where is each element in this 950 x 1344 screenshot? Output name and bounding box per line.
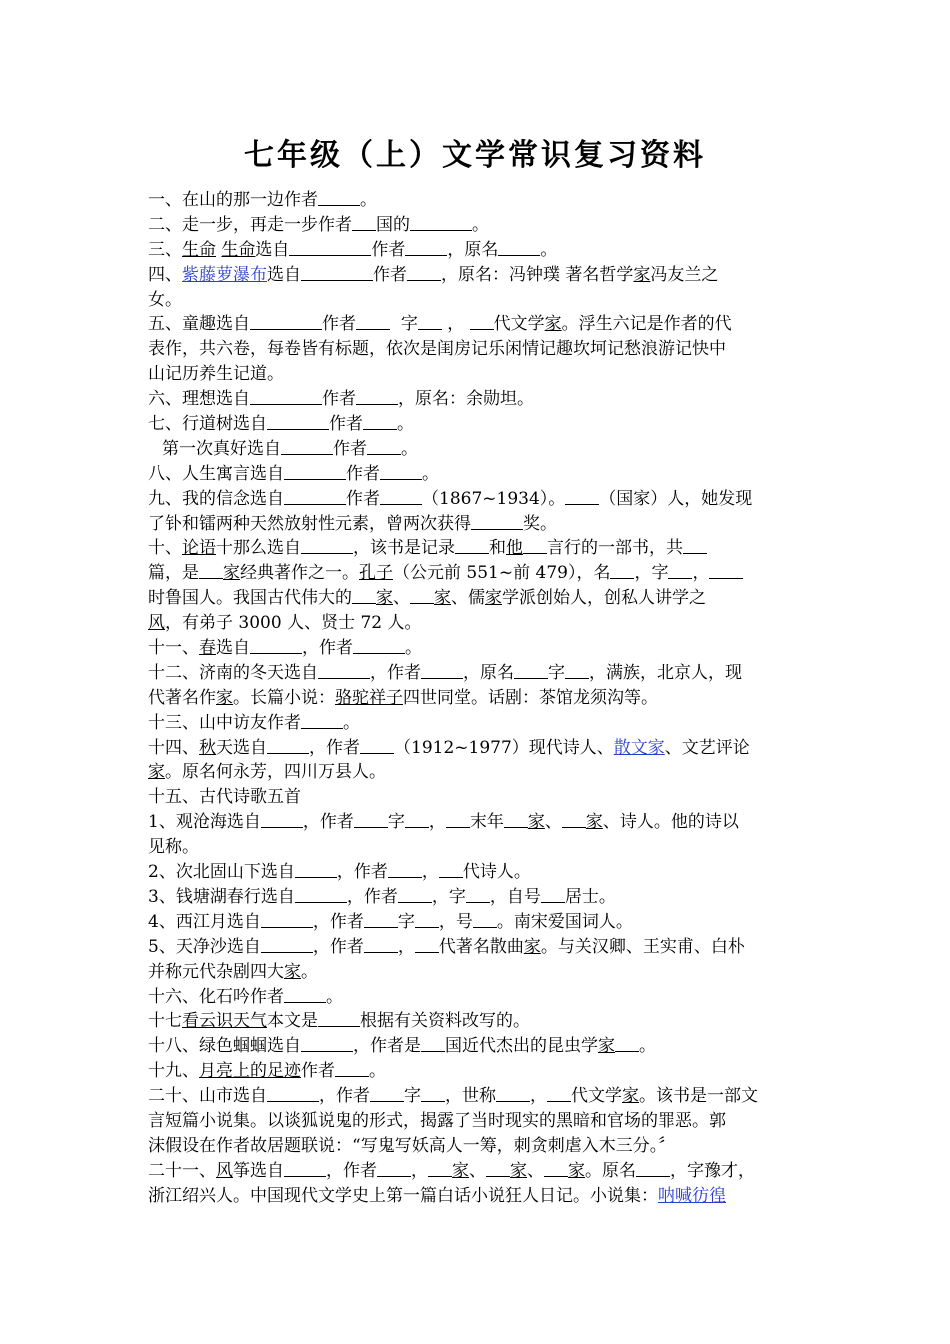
item-11: 十一、春选自 ，作者 。 xyxy=(148,638,422,659)
blank xyxy=(415,935,439,953)
item-15-heading: 十五、古代诗歌五首 xyxy=(148,787,301,808)
blank xyxy=(470,312,494,330)
item-10-cont-3: 风，有弟子 3000 人、贤士 72 人。 xyxy=(148,613,422,634)
blank xyxy=(380,487,422,505)
blank xyxy=(496,1084,530,1102)
item-4-cont: 女。 xyxy=(148,289,182,310)
blank xyxy=(353,636,405,654)
item-20-cont-2: 沫假设在作者故居题联说：“写鬼写妖高人一筹，刺贪刺虐入木三分。〞 xyxy=(148,1135,676,1156)
item-12-cont: 代著名作家。长篇小说：骆驼祥子四世同堂。话剧：茶馆龙须沟等。 xyxy=(148,687,658,708)
blank xyxy=(364,935,398,953)
blank xyxy=(471,512,523,530)
blank xyxy=(418,312,442,330)
poem-3: 3、钱塘湖春行选自 ，作者 ，字 ，自号 居士。 xyxy=(148,886,616,907)
blank xyxy=(541,885,565,903)
blank xyxy=(354,810,388,828)
blank xyxy=(301,711,343,729)
blank xyxy=(410,213,472,231)
item-7b: 第一次真好选自 作者 。 xyxy=(162,438,418,459)
blank xyxy=(610,561,634,579)
blank xyxy=(388,860,422,878)
blank xyxy=(405,810,429,828)
item-19: 十九、月亮上的足迹作者 。 xyxy=(148,1061,386,1082)
blank xyxy=(318,188,360,206)
item-7: 七、行道树选自 作者 。 xyxy=(148,414,414,435)
item-21: 二十一、风筝选自 ，作者 ， 家、 家、 家。原名 ，字豫才， xyxy=(148,1160,755,1181)
blank xyxy=(284,487,346,505)
blank xyxy=(250,387,322,405)
blank xyxy=(318,661,370,679)
link-nahan-panghuang[interactable]: 呐喊彷徨 xyxy=(658,1185,726,1206)
blank xyxy=(261,935,313,953)
blank xyxy=(364,910,398,928)
item-3: 三、生命 生命选自 作者 ，原名 。 xyxy=(148,239,558,260)
blank xyxy=(281,437,333,455)
item-6: 六、理想选自 作者 ，原名：余勋坦。 xyxy=(148,389,534,410)
blank xyxy=(523,536,547,554)
blank xyxy=(301,1034,353,1052)
item-10-cont-1: 篇，是 家经典著作之一。孔子（公元前 551~前 479），名 ，字 ， xyxy=(148,561,803,586)
blank xyxy=(565,661,589,679)
item-14-cont: 家。原名何永芳，四川万县人。 xyxy=(148,762,386,783)
blank xyxy=(295,860,337,878)
poem-4: 4、西江月选自 ，作者 字 ，号 。南宋爱国词人。 xyxy=(148,911,633,932)
blank xyxy=(284,1159,326,1177)
blank xyxy=(284,462,346,480)
blank xyxy=(267,736,309,754)
blank xyxy=(421,1084,445,1102)
document-body xyxy=(148,188,803,1209)
blank xyxy=(407,263,441,281)
blank xyxy=(261,810,303,828)
link-sanwenjia[interactable]: 散文家 xyxy=(613,737,665,758)
blank xyxy=(250,636,302,654)
blank xyxy=(363,412,397,430)
blank xyxy=(367,437,401,455)
blank xyxy=(455,536,489,554)
blank xyxy=(415,910,439,928)
blank xyxy=(446,810,470,828)
blank xyxy=(421,1034,445,1052)
item-5: 五、童趣选自 作者 字 ， 代文学家。浮生六记是作者的代 xyxy=(148,314,732,335)
poem-1: 1、观沧海选自 ，作者 字 ， 末年 家、 家、诗人。他的诗以 xyxy=(148,812,739,833)
blank xyxy=(295,885,347,903)
blank xyxy=(356,312,390,330)
blank xyxy=(514,661,548,679)
item-20: 二十、山市选自 ，作者 字 ，世称 ， 代文学家。该书是一部文 xyxy=(148,1086,758,1107)
poem-5: 5、天净沙选自 ，作者 ， 代著名散曲家。与关汉卿、王实甫、白朴 xyxy=(148,936,745,957)
poem-2: 2、次北固山下选自 ，作者 ， 代诗人。 xyxy=(148,862,531,883)
item-21-cont: 浙江绍兴人。中国现代文学史上第一篇白话小说狂人日记。小说集：呐喊彷徨 xyxy=(148,1185,726,1206)
page-title: 七年级（上）文学常识复习资料 xyxy=(244,138,706,173)
item-12: 十二、济南的冬天选自 ，作者 ，原名 字 ，满族，北京人，现 xyxy=(148,662,742,683)
blank xyxy=(486,1159,510,1177)
blank xyxy=(335,1059,369,1077)
item-10: 十、论语十那么选自 ，该书是记录 和他 言行的一部书，共 xyxy=(148,536,803,561)
item-17: 十七看云识天气本文是 根据有关资料改写的。 xyxy=(148,1011,530,1032)
item-14: 十四、秋天选自 ，作者 （1912~1977）现代诗人、散文家、文艺评论 xyxy=(148,737,750,758)
item-20-cont-1: 言短篇小说集。以谈狐说鬼的形式，揭露了当时现实的黑暗和官场的罪恶。郭 xyxy=(148,1110,726,1131)
blank xyxy=(683,536,707,554)
item-16: 十六、化石吟作者 。 xyxy=(148,986,343,1007)
blank xyxy=(360,736,394,754)
blank xyxy=(544,1159,568,1177)
blank xyxy=(709,561,743,579)
blank xyxy=(199,561,223,579)
blank xyxy=(547,1084,571,1102)
blank xyxy=(562,810,586,828)
item-8: 八、人生寓言选自 作者 。 xyxy=(148,463,439,484)
blank xyxy=(289,238,371,256)
blank xyxy=(370,1084,404,1102)
blank xyxy=(439,860,463,878)
item-18: 十八、绿色蝈蝈选自 ，作者是 国近代杰出的昆虫学家 。 xyxy=(148,1036,656,1057)
blank xyxy=(428,1159,452,1177)
blank xyxy=(410,586,434,604)
blank xyxy=(261,910,313,928)
blank xyxy=(267,1084,319,1102)
blank xyxy=(301,263,373,281)
blank xyxy=(565,487,599,505)
poem-1-cont: 见称。 xyxy=(148,837,199,858)
item-5-cont-2: 山记历养生记道。 xyxy=(148,364,284,385)
item-4: 四、紫藤萝瀑布选自 作者 ，原名：冯钟璞 著名哲学家冯友兰之 xyxy=(148,264,719,285)
item-10-cont-2: 时鲁国人。我国古代伟大的 家、 家、儒家学派创始人，创私人讲学之 xyxy=(148,588,706,609)
blank xyxy=(466,885,490,903)
blank xyxy=(377,1159,411,1177)
item-1: 一、在山的那一边作者 。 xyxy=(148,190,377,210)
blank xyxy=(318,1009,360,1027)
poem-5-cont: 并称元代杂剧四大家。 xyxy=(148,961,318,982)
blank xyxy=(352,586,376,604)
blank xyxy=(421,661,463,679)
blank xyxy=(284,985,326,1003)
blank xyxy=(405,238,447,256)
blank xyxy=(356,387,398,405)
blank xyxy=(352,213,376,231)
blank xyxy=(250,312,322,330)
blank xyxy=(636,1159,670,1177)
item-13: 十三、山中访友作者 。 xyxy=(148,712,360,733)
item-9-cont: 了钋和镭两种天然放射性元素，曾两次获得 奖。 xyxy=(148,513,557,534)
blank xyxy=(301,536,353,554)
item-2: 二、走一步，再走一步作者 国的 。 xyxy=(148,214,489,235)
blank xyxy=(267,412,329,430)
blank xyxy=(498,238,540,256)
blank xyxy=(504,810,528,828)
blank xyxy=(380,462,422,480)
link-zitengluo[interactable]: 紫藤萝瀑布 xyxy=(182,264,267,285)
blank xyxy=(473,910,497,928)
item-9: 九、我的信念选自 作者 （1867~1934）。 （国家）人，她发现 xyxy=(148,488,753,509)
item-5-cont-1: 表作，共六卷，每卷皆有标题，依次是闺房记乐闲情记趣坎坷记愁浪游记快中 xyxy=(148,339,726,360)
blank xyxy=(398,885,432,903)
blank xyxy=(615,1034,639,1052)
blank xyxy=(668,561,692,579)
